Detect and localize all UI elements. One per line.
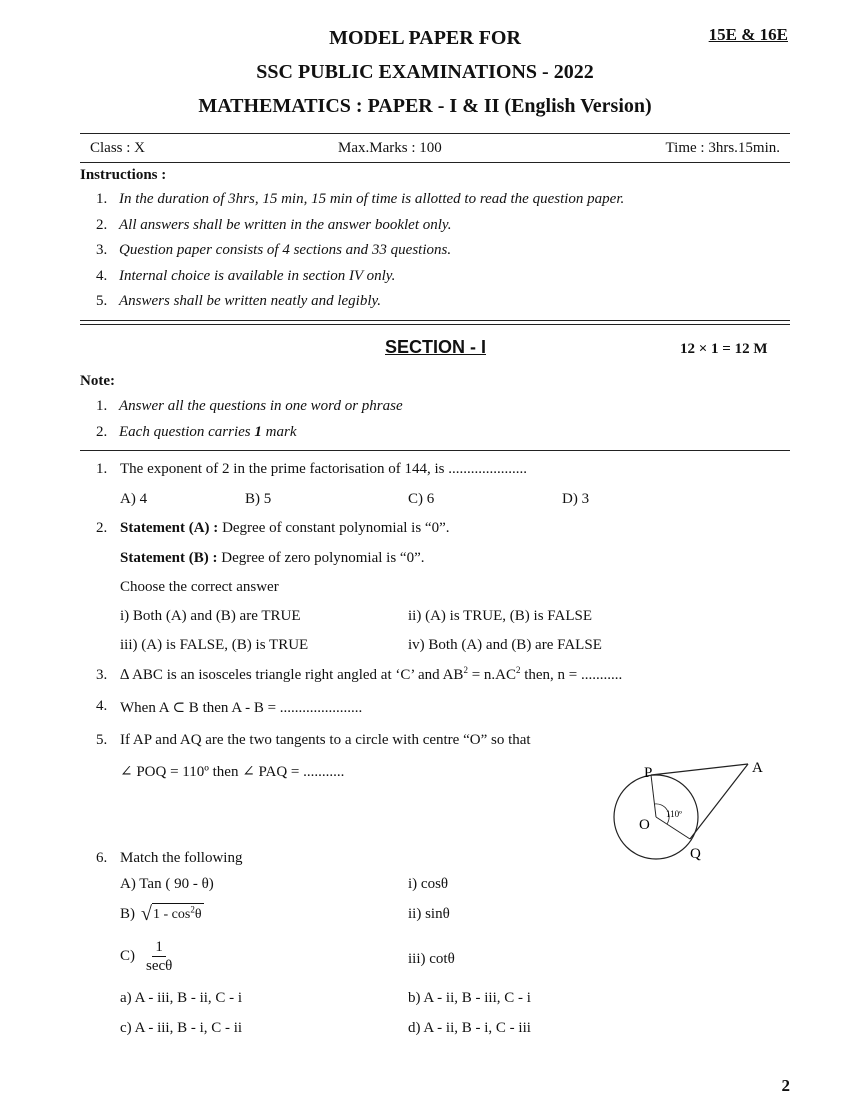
match-left-b: B) √ $1 - \cos^2\theta$ <box>120 903 202 925</box>
instructions-heading: Instructions : <box>80 167 167 183</box>
radius-oq <box>656 817 690 839</box>
tangent-aq <box>690 764 748 839</box>
page-number: 2 <box>781 1076 790 1095</box>
option-a: A) 4 <box>120 491 148 507</box>
option-iii: iii) (A) is FALSE, (B) is TRUE <box>120 637 309 653</box>
fraction: $\frac{1}{\sec\theta}$ <box>146 939 173 974</box>
class-label: Class : X <box>90 140 146 156</box>
question-number: 2. <box>96 520 108 536</box>
note-item: 1. Answer all the questions in one word or phrase <box>96 398 403 414</box>
paper-title-line2: SSC PUBLIC EXAMINATIONS - 2022 <box>256 61 594 83</box>
question-text: ∠ POQ = 110º then ∠ PAQ = ........... <box>120 764 345 780</box>
match-right-ii: ii) sinθ <box>408 906 450 922</box>
match-left-c: C) $\frac{1}{\sec\theta}$ <box>120 938 175 975</box>
question-number: 3. <box>96 667 108 683</box>
radius-op <box>651 775 656 817</box>
instruction-item: 1. In the duration of 3hrs, 15 min, 15 min of time is allotted to read the question paper. <box>96 191 625 207</box>
instruction-item: 3. Question paper consists of 4 sections and 33 questions. <box>96 242 452 258</box>
label-a: A <box>752 760 763 776</box>
option-ii: ii) (A) is TRUE, (B) is FALSE <box>408 608 593 624</box>
divider <box>80 320 790 321</box>
divider <box>80 450 790 451</box>
question-number: 4. <box>96 698 108 714</box>
question-text: ∆ ABC is an isosceles triangle right angled at ‘C’ and $AB^2 = n.AC^2$ then, n = ........... <box>120 665 623 683</box>
option-b: B) 5 <box>245 491 272 507</box>
match-right-iii: iii) cotθ <box>408 951 455 967</box>
match-left-a: A) Tan ( 90 - θ) <box>120 876 214 892</box>
instruction-item: 2. All answers shall be written in the answer booklet only. <box>96 216 452 233</box>
angle-label: 110º <box>666 809 682 819</box>
note-list <box>96 398 403 449</box>
option-iv: iv) Both (A) and (B) are FALSE <box>408 637 602 653</box>
label-q: Q <box>690 846 701 862</box>
question-number: 1. <box>96 461 108 477</box>
paper-title-line1: MODEL PAPER FOR <box>329 27 521 49</box>
option-i: i) Both (A) and (B) are TRUE <box>120 608 301 624</box>
question-number: 6. <box>96 850 108 866</box>
note-heading: Note: <box>80 373 115 389</box>
divider <box>80 324 790 325</box>
sqrt-expression: √ $1 - \cos^2\theta$ <box>141 903 202 925</box>
question-number: 5. <box>96 732 108 748</box>
option-c: C) 6 <box>408 491 435 507</box>
label-o: O <box>639 817 650 833</box>
note-item: 2. Each question carries 1 mark <box>96 423 297 440</box>
instructions-list <box>96 191 624 319</box>
option-b: b) A - ii, B - iii, C - i <box>408 990 531 1006</box>
question-text: If AP and AQ are the two tangents to a circle with centre “O” so that <box>120 732 531 748</box>
question-text: When A ⊂ B then A - B = ...................... <box>120 700 363 716</box>
question-text: Match the following <box>120 850 243 866</box>
divider <box>80 133 790 134</box>
option-a: a) A - iii, B - ii, C - i <box>120 990 243 1006</box>
instruction-item: 5. Answers shall be written neatly and legibly. <box>96 293 382 309</box>
match-right-i: i) cosθ <box>408 876 449 892</box>
instruction-item: 4. Internal choice is available in section IV only. <box>96 267 396 284</box>
time-label: Time : 3hrs.15min. <box>665 140 780 156</box>
question-instruction: Choose the correct answer <box>120 579 279 595</box>
statement-b: Statement (B) : Degree of zero polynomial is “0”. <box>120 550 425 566</box>
tangent-circle-figure <box>600 755 790 865</box>
paper-code: 15E & 16E <box>708 25 788 44</box>
question-text: The exponent of 2 in the prime factorisation of 144, is ..................... <box>120 461 527 477</box>
max-marks-label: Max.Marks : 100 <box>338 140 442 156</box>
option-c: c) A - iii, B - i, C - ii <box>120 1020 243 1036</box>
tangent-ap <box>651 764 748 775</box>
label-p: P <box>644 765 653 781</box>
section-title: SECTION - I <box>385 337 487 357</box>
option-d: d) A - ii, B - i, C - iii <box>408 1020 531 1036</box>
statement-a: Statement (A) : Degree of constant polynomial is “0”. <box>120 520 450 536</box>
divider <box>80 162 790 163</box>
section-marks: 12 × 1 = 12 M <box>680 341 768 357</box>
option-d: D) 3 <box>562 491 590 507</box>
paper-title-line3: MATHEMATICS : PAPER - I & II (English Version) <box>198 95 652 117</box>
